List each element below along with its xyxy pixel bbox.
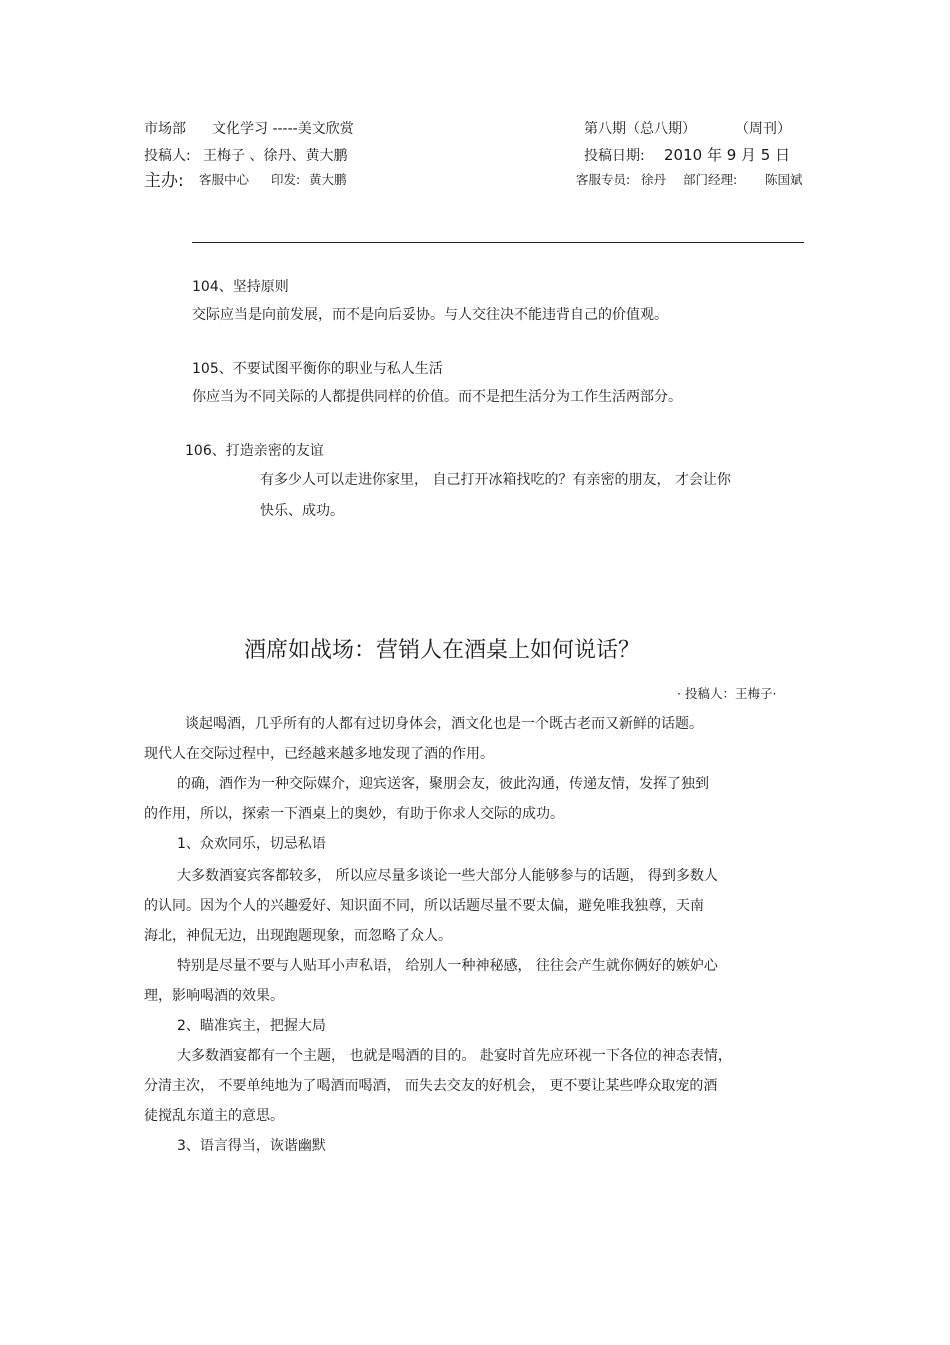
paragraph-line: 现代人在交际过程中，已经越来越多地发现了酒的作用。 — [144, 746, 494, 762]
article-byline: · 投稿人：王梅子· — [677, 686, 777, 701]
contributors-label: 投稿人: — [144, 148, 191, 164]
paragraph-line: 徒搅乱东道主的意思。 — [144, 1108, 284, 1124]
tip-106-body-line2: 快乐、成功。 — [260, 503, 344, 519]
paragraph-line: 分清主次， 不要单纯地为了喝酒而喝酒， 而失去交友的好机会， 更不要让某些哗众取宠的酒 — [144, 1078, 718, 1094]
issue: 第八期（总八期） — [584, 121, 696, 137]
paragraph-line: 谈起喝酒，几乎所有的人都有过切身体会，酒文化也是一个既古老而又新鲜的话题。 — [185, 716, 703, 732]
manager-label: 部门经理: — [683, 172, 738, 187]
paragraph-line: 的确，酒作为一种交际媒介，迎宾送客，聚朋会友，彼此沟通，传递友情，发挥了独到 — [177, 776, 709, 792]
host-label: 主办: — [144, 171, 184, 191]
paragraph-line: 大多数酒宴都有一个主题， 也就是喝酒的目的。 赴宴时首先应环视一下各位的神态表情， — [177, 1048, 732, 1064]
section-heading: 2、瞄准宾主，把握大局 — [177, 1018, 326, 1034]
paragraph-line: 理，影响喝酒的效果。 — [144, 988, 284, 1004]
header-divider — [192, 242, 804, 243]
tip-105-title: 105、不要试图平衡你的职业与私人生活 — [192, 361, 443, 377]
tip-104-body: 交际应当是向前发展，而不是向后妥协。与人交往决不能违背自己的价值观。 — [192, 307, 668, 323]
date: 2010 年 9 月 5 日 — [664, 146, 791, 164]
article-title: 酒席如战场：营销人在酒桌上如何说话？ — [244, 638, 641, 663]
paragraph-line: 大多数酒宴宾客都较多， 所以应尽量多谈论一些大部分人能够参与的话题， 得到多数人 — [177, 868, 718, 884]
paragraph-line: 特别是尽量不要与人贴耳小声私语， 给别人一种神秘感， 往往会产生就你俩好的嫉妒心 — [177, 958, 718, 974]
service: 徐丹 — [641, 172, 667, 187]
category: 文化学习 -----美文欣赏 — [212, 121, 354, 137]
service-label: 客服专员: — [576, 172, 631, 187]
date-label: 投稿日期: — [584, 148, 645, 164]
printer: 黄大鹏 — [309, 172, 347, 187]
frequency: （周刊） — [735, 121, 791, 137]
host: 客服中心 — [199, 172, 250, 187]
paragraph-line: 的认同。因为个人的兴趣爱好、知识面不同，所以话题尽量不要太偏，避免唯我独尊，天南 — [144, 898, 704, 914]
printer-label: 印发: — [271, 172, 301, 187]
contributors: 王梅子 、徐丹、黄大鹏 — [203, 148, 348, 164]
tip-106-title: 106、打造亲密的友谊 — [185, 443, 324, 459]
manager: 陈国斌 — [765, 172, 803, 187]
section-heading: 1、众欢同乐，切忌私语 — [177, 836, 326, 852]
tip-104-title: 104、坚持原则 — [192, 279, 289, 295]
tip-105-body: 你应当为不同关际的人都提供同样的价值。而不是把生活分为工作生活两部分。 — [192, 389, 682, 405]
paragraph-line: 的作用，所以，探索一下酒桌上的奥妙，有助于你求人交际的成功。 — [144, 806, 564, 822]
tip-106-body-line1: 有多少人可以走进你家里， 自己打开冰箱找吃的？有亲密的朋友， 才会让你 — [260, 472, 731, 488]
section-heading: 3、语言得当，诙谐幽默 — [177, 1138, 326, 1154]
paragraph-line: 海北，神侃无边，出现跑题现象，而忽略了众人。 — [144, 928, 452, 944]
dept: 市场部 — [144, 121, 186, 137]
